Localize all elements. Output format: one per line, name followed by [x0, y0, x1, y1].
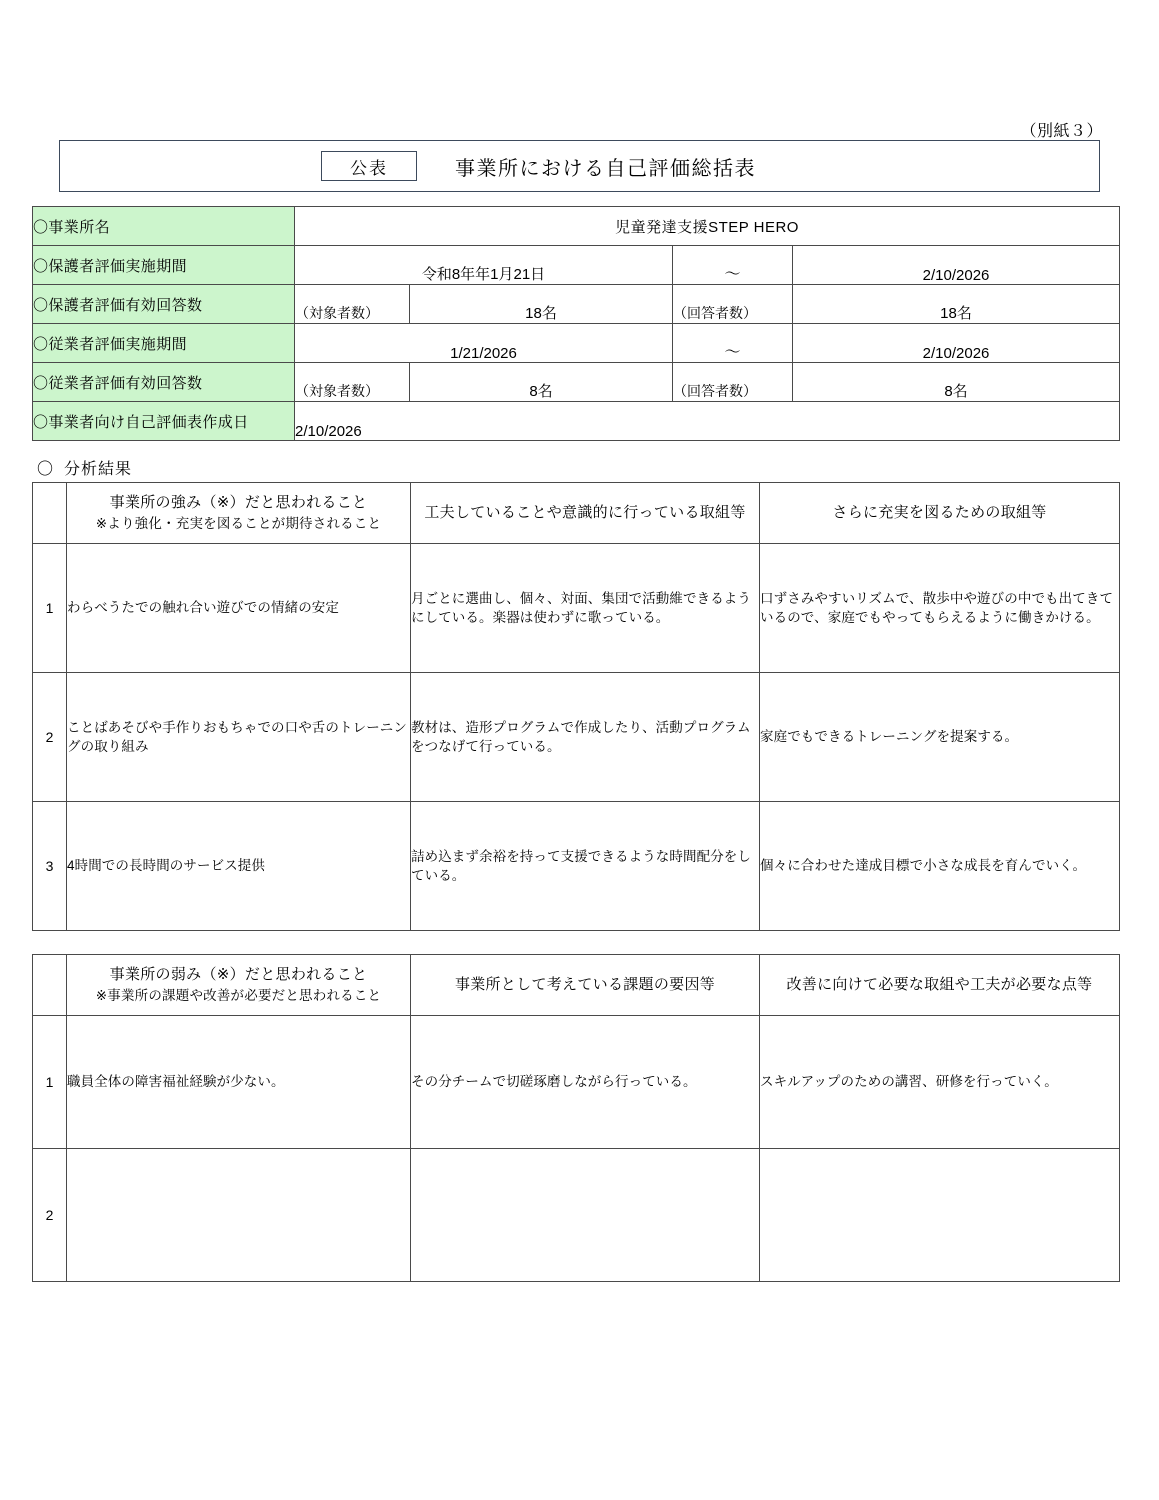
strengths-header-row — [33, 483, 1120, 544]
table-row — [33, 1016, 1120, 1149]
table-row — [33, 673, 1120, 802]
weaknesses-header-row — [33, 955, 1120, 1016]
label-office-name: 〇事業所名 — [33, 207, 295, 246]
public-badge: 公表 — [321, 151, 417, 181]
strengths-row-efforts-2: 教材は、造形プログラムで作成したり、活動プログラムをつなげて行っている。 — [411, 673, 760, 802]
weaknesses-header-col2: 事業所として考えている課題の要因等 — [411, 955, 760, 1016]
weaknesses-header-col3: 改善に向けて必要な取組や工夫が必要な点等 — [760, 955, 1120, 1016]
table-row-staff-period — [33, 324, 1120, 363]
analysis-heading-label: 分析結果 — [64, 461, 133, 478]
value-guardian-respondent-count: 18名 — [793, 285, 1120, 324]
weaknesses-row-cause-1: その分チームで切磋琢磨しながら行っている。 — [411, 1016, 760, 1149]
office-info-table — [32, 206, 1120, 441]
table-row-office-name — [33, 207, 1120, 246]
strengths-table — [32, 482, 1120, 931]
strengths-row-strength-3: 4時間での長時間のサービス提供 — [67, 802, 411, 931]
strengths-header-col1-sub: ※より強化・充実を図ることが期待されること — [95, 516, 382, 532]
value-staff-target-count: 8名 — [410, 363, 673, 402]
table-row — [33, 544, 1120, 673]
weaknesses-row-improvement-1: スキルアップのための講習、研修を行っていく。 — [760, 1016, 1120, 1149]
label-guardian-responses: 〇保護者評価有効回答数 — [33, 285, 295, 324]
label-staff-target-count: （対象者数） — [295, 363, 410, 402]
strengths-row-strength-1: わらべうたでの触れ合い遊びでの情緒の安定 — [67, 544, 411, 673]
table-row — [33, 1149, 1120, 1282]
strengths-row-efforts-3: 詰め込まず余裕を持って支援できるような時間配分をしている。 — [411, 802, 760, 931]
strengths-row-index-1: 1 — [33, 544, 67, 673]
weaknesses-row-weakness-2 — [67, 1149, 411, 1282]
strengths-header-col3: さらに充実を図るための取組等 — [760, 483, 1120, 544]
table-row-guardian-period — [33, 246, 1120, 285]
table-row-created-date — [33, 402, 1120, 441]
weaknesses-header-col1-sub: ※事業所の課題や改善が必要だと思われること — [95, 988, 382, 1004]
strengths-row-strength-2: ことばあそびや手作りおもちゃでの口や舌のトレーニングの取り組み — [67, 673, 411, 802]
strengths-row-further-1: 口ずさみやすいリズムで、散歩中や遊びの中でも出てきているので、家庭でもやってもらえるように働きかける。 — [760, 544, 1120, 673]
label-guardian-target-count: （対象者数） — [295, 285, 410, 324]
value-created-date: 2/10/2026 — [295, 402, 1120, 441]
label-guardian-period: 〇保護者評価実施期間 — [33, 246, 295, 285]
strengths-header-col1 — [67, 483, 411, 544]
table-row-staff-responses — [33, 363, 1120, 402]
strengths-header-index — [33, 483, 67, 544]
analysis-section-heading — [37, 456, 132, 479]
label-created-date: 〇事業者向け自己評価表作成日 — [33, 402, 295, 441]
value-guardian-period-start: 令和8年年1月21日 — [295, 246, 673, 285]
label-staff-responses: 〇従業者評価有効回答数 — [33, 363, 295, 402]
weaknesses-header-index — [33, 955, 67, 1016]
label-staff-respondent-count: （回答者数） — [673, 363, 793, 402]
weaknesses-row-index-1: 1 — [33, 1016, 67, 1149]
weaknesses-row-cause-2 — [411, 1149, 760, 1282]
table-row — [33, 802, 1120, 931]
weaknesses-header-col1 — [67, 955, 411, 1016]
weaknesses-row-improvement-2 — [760, 1149, 1120, 1282]
value-office-name: 児童発達支援STEP HERO — [295, 207, 1120, 246]
label-staff-period: 〇従業者評価実施期間 — [33, 324, 295, 363]
weaknesses-header-col1-main: 事業所の弱み（※）だと思われること — [109, 966, 368, 984]
sheet-note: （別紙３） — [1020, 123, 1103, 140]
strengths-row-efforts-1: 月ごとに選曲し、個々、対面、集団で活動維できるようにしている。楽器は使わずに歌っている。 — [411, 544, 760, 673]
value-staff-respondent-count: 8名 — [793, 363, 1120, 402]
label-guardian-respondent-count: （回答者数） — [673, 285, 793, 324]
strengths-row-further-2: 家庭でもできるトレーニングを提案する。 — [760, 673, 1120, 802]
weaknesses-table — [32, 954, 1120, 1282]
strengths-row-further-3: 個々に合わせた達成目標で小さな成長を育んでいく。 — [760, 802, 1120, 931]
value-staff-period-end: 2/10/2026 — [793, 324, 1120, 363]
page-title: 事業所における自己評価総括表 — [455, 157, 756, 180]
value-staff-period-start: 1/21/2026 — [295, 324, 673, 363]
strengths-header-col1-main: 事業所の強み（※）だと思われること — [109, 494, 368, 512]
strengths-row-index-3: 3 — [33, 802, 67, 931]
title-box — [59, 140, 1100, 192]
guardian-period-tilde: ～ — [673, 246, 793, 285]
weaknesses-row-index-2: 2 — [33, 1149, 67, 1282]
value-guardian-target-count: 18名 — [410, 285, 673, 324]
strengths-header-col2: 工夫していることや意識的に行っている取組等 — [411, 483, 760, 544]
circle-marker-icon: 〇 — [37, 461, 55, 478]
value-guardian-period-end: 2/10/2026 — [793, 246, 1120, 285]
staff-period-tilde: ～ — [673, 324, 793, 363]
table-row-guardian-responses — [33, 285, 1120, 324]
weaknesses-row-weakness-1: 職員全体の障害福祉経験が少ない。 — [67, 1016, 411, 1149]
strengths-row-index-2: 2 — [33, 673, 67, 802]
